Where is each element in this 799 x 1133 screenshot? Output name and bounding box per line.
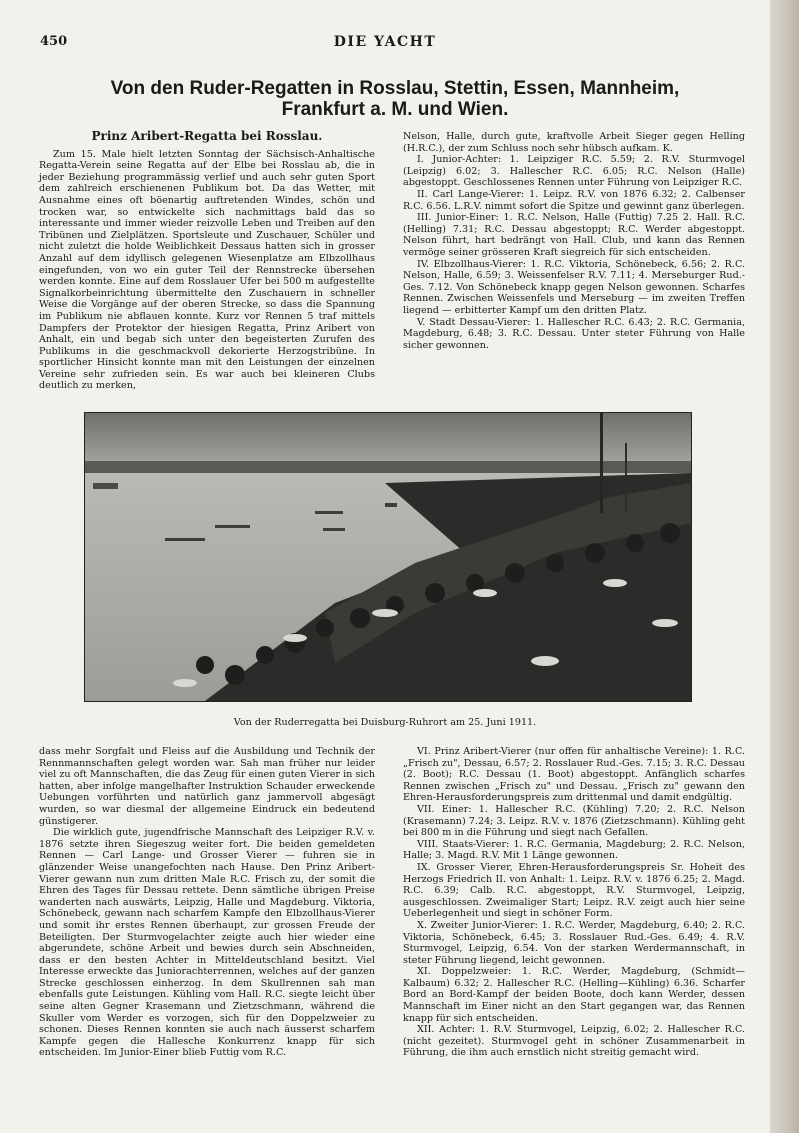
page-number: 450: [40, 34, 68, 49]
race-result: X. Zweiter Junior-Vierer: 1. R.C. Werder, Magdeburg, 6.40; 2. R.C. Viktoria, Schönebeck, 6.45; 3. Rosslauer Rud.-Ges. 6.49; 4. R.V. Sturmvogel, Leipzig, 6.54. Von der starken Werdermannschaft, in steter Führung liegend, leicht gewonnen.: [403, 919, 745, 966]
race-result: VII. Einer: 1. Hallescher R.C. (Kühling) 7.20; 2. R.C. Nelson (Krasemann) 7.24; 3. Leipz. R.V. v. 1876 (Zietzschmann). Kühling geht bei 800 m in die Führung und siegt nach Gefallen.: [403, 803, 745, 839]
headline-line-2: Frankfurt a. M. und Wien.: [281, 99, 509, 120]
race-result: XI. Doppelzweier: 1. R.C. Werder, Magdeburg, (Schmidt—Kalbaum) 6.32; 2. Hallescher R.C. (Helling—Kühling) 6.36. Scharfer Bord an Bord-Kampf der beiden Boote, doch kann Werder, dessen Mannschaft im Einer nicht an den Start gegangen war, das Rennen knapp für sich entscheiden.: [403, 966, 745, 1024]
photo-caption: Von der Ruderregatta bei Duisburg-Ruhrort am 25. Juni 1911.: [233, 717, 537, 728]
race-result: I. Junior-Achter: 1. Leipziger R.C. 5.59; 2. R.V. Sturmvogel (Leipzig) 6.02; 3. Hallescher R.C. 6.05; R.C. Nelson (Halle) abgestoppt. Geschlossenes Rennen unter Führung von Leipziger R.C.: [403, 154, 745, 189]
column-bottom-left: [39, 746, 375, 1059]
running-title: DIE YACHT: [333, 34, 437, 50]
column-bottom-right: [403, 746, 745, 1059]
paragraph: Nelson, Halle, durch gute, kraftvolle Arbeit Sieger gegen Helling (H.R.C.), der zum Schluss noch sehr hübsch aufkam. K.: [403, 131, 745, 154]
race-result: XII. Achter: 1. R.V. Sturmvogel, Leipzig, 6.02; 2. Hallescher R.C. (nicht gezeitet). Sturmvogel geht in schöner Zusammenarbeit in Führung, die ihm auch ernstlich nicht streitig gemacht wird.: [403, 1024, 745, 1059]
article-headline: [70, 78, 720, 120]
paragraph: Zum 15. Male hielt letzten Sonntag der Sächsisch-Anhaltische Regatta-Verein seine Regatta auf der Elbe bei Rosslau ab, die in jeder Beziehung programmässig verlief und auch sehr guten Sport dem zahlreich erschienenen Publikum bot. Da das Wetter, mit Ausnahme eines oft böenartig auftretenden Windes, schön und trocken war, so entwickelte sich nachmittags bald das so interessante und immer wieder reizvolle Leben und Treiben auf den Tribünen und Zielplätzen. Sportsleute und Zuschauer, Schüler und nicht zuletzt die holde Weiblichkeit Dessaus hatten sich in grosser Anzahl auf dem idyllisch gelegenen Wiesenplatze am Elbzollhaus eingefunden, von wo ein guter Teil der Rennstrecke übersehen werden konnte. Eine auf dem Rosslauer Ufer bei 500 m aufgestellte Signalkorbeinrichtung übermittelte den Zuschauern in schneller Weise die Vorgänge auf der oberen Strecke, so dass die Spannung im Publikum nie abflauen konnte. Kurz vor Rennen 5 traf mittels Dampfers der Protektor der hiesigen Regatta, Prinz Aribert von Anhalt, ein und begab sich unter den begeisterten Zurufen des Publikums in die geschmackvoll dekorierte Herzogstribüne. In sportlicher Hinsicht konnte man mit den Leistungen der einzelnen Vereine sehr zufrieden sein. Es war auch bei kleineren Clubs deutlich zu merken,: [39, 148, 375, 392]
race-result: IX. Grosser Vierer, Ehren-Herausforderungspreis Sr. Hoheit des Herzogs Friedrich II. von Anhalt: 1. Leipz. R.V. v. 1876 6.25; 2. Magd. R.C. 6.39; Calb. R.C. abgestoppt, R.V. Sturmvogel, Leipzig, ausgeschlossen. Zweimaliger Start; Leipz. R.V. zeigt auch hier seine Ueberlegenheit und siegt in schöner Form.: [403, 861, 745, 920]
page-edge: [770, 0, 799, 1133]
race-result: IV. Elbzollhaus-Vierer: 1. R.C. Viktoria, Schönebeck, 6.56; 2. R.C. Nelson, Halle, 6.59; 3. Weissenfelser R.V. 7.11; 4. Merseburger Rud.-Ges. 7.12. Von Schönebeck knapp gegen Nelson gewonnen. Scharfes Rennen. Zwischen Weissenfels und Merseburg — im zweiten Treffen liegend — erbitterter Kampf um den dritten Platz.: [403, 258, 745, 316]
column-top-right: [403, 131, 745, 351]
race-result: III. Junior-Einer: 1. R.C. Nelson, Halle (Futtig) 7.25 2. Hall. R.C. (Helling) 7.31; R.C. Dessau abgestoppt; R.C. Werder abgestoppt. Nelson führt, hart bedrängt von Hall. Club, und kann das Rennen vermöge seiner grösseren Kraft siegreich für sich entscheiden.: [403, 212, 745, 258]
column-top-left: [39, 131, 375, 392]
race-result: VIII. Staats-Vierer: 1. R.C. Germania, Magdeburg; 2. R.C. Nelson, Halle; 3. Magd. R.V. Mit 1 Länge gewonnen.: [403, 838, 745, 862]
race-result: VI. Prinz Aribert-Vierer (nur offen für anhaltische Vereine): 1. R.C. „Frisch zu", Dessau, 6.57; 2. Rosslauer Rud.-Ges. 7.15; 3. R.C. Dessau (2. Boot); R.C. Dessau (1. Boot) abgestoppt. Anfänglich scharfes Rennen zwischen „Frisch zu" und Dessau. „Frisch zu" gewann den Ehren-Herausforderungspreis zum drittenmal und damit endgültig.: [403, 746, 745, 804]
headline-line-1: Von den Ruder-Regatten in Rosslau, Stettin, Essen, Mannheim,: [110, 78, 680, 99]
paragraph: Die wirklich gute, jugendfrische Mannschaft des Leipziger R.V. v. 1876 setzte ihren Siegeszug weiter fort. Die beiden gemeldeten Rennen — Carl Lange- und Grosser Vierer — fuhren sie in glänzender Weise unangefochten nach Hause. Den Prinz Aribert-Vierer gewann nun zum dritten Male R.C. Frisch zu, der somit die Ehren des Tages für Dessau rettete. Denn sämtliche übrigen Preise wanderten nach auswärts, Leipzig, Halle und Magdeburg. Viktoria, Schönebeck, gewann nach scharfem Kampfe den Elbzollhaus-Vierer und somit ihr erstes Rennen überhaupt, zur grossen Freude der Beteiligten. Der Sturmvogelachter zeigte auch hier wieder eine abgerundete, schöne Arbeit und bewies durch sein Abschneiden, dass er den besten Achter in Mitteldeutschland besitzt. Viel Interesse erweckte das Juniorachterrennen, welches auf der ganzen Strecke geschlossen einherzog. In dem Skullrennen sah man ebenfalls gute Leistungen. Kühling vom Hall. R.C. siegte leicht über seine alten Gegner Krasemann und Zietzschmann, während die Skuller vom Werder es vorzogen, sich für den Doppelzweier zu schonen. Dieses Rennen konnten sie auch nach äusserst scharfem Kampfe gegen die Hallesche Konkurrenz knapp für sich entscheiden. Im Junior-Einer blieb Futtig vom R.C.: [39, 827, 375, 1059]
regatta-photo: [84, 412, 692, 702]
race-result: II. Carl Lange-Vierer: 1. Leipz. R.V. von 1876 6.32; 2. Calbenser R.C. 6.56. L.R.V. nimmt sofort die Spitze und gewinnt ganz überlegen.: [403, 188, 745, 212]
article-subheading: Prinz Aribert-Regatta bei Rosslau.: [91, 129, 323, 143]
race-result: V. Stadt Dessau-Vierer: 1. Hallescher R.C. 6.43; 2. R.C. Germania, Magdeburg, 6.48; 3. R.C. Dessau. Unter steter Führung von Halle sicher gewonnen.: [403, 316, 745, 351]
paragraph: dass mehr Sorgfalt und Fleiss auf die Ausbildung und Technik der Rennmannschaften gelegt worden war. Sah man früher nur leider viel zu oft Mannschaften, die das Zeug für einen guten Vierer in sich hatten, aber infolge mangelhafter Instruktion Schauder erweckende Uebungen vorführten und natürlich ganz jammervoll abgesägt wurden, so war diesmal der allgemeine Eindruck ein bedeutend günstigerer.: [39, 746, 375, 827]
